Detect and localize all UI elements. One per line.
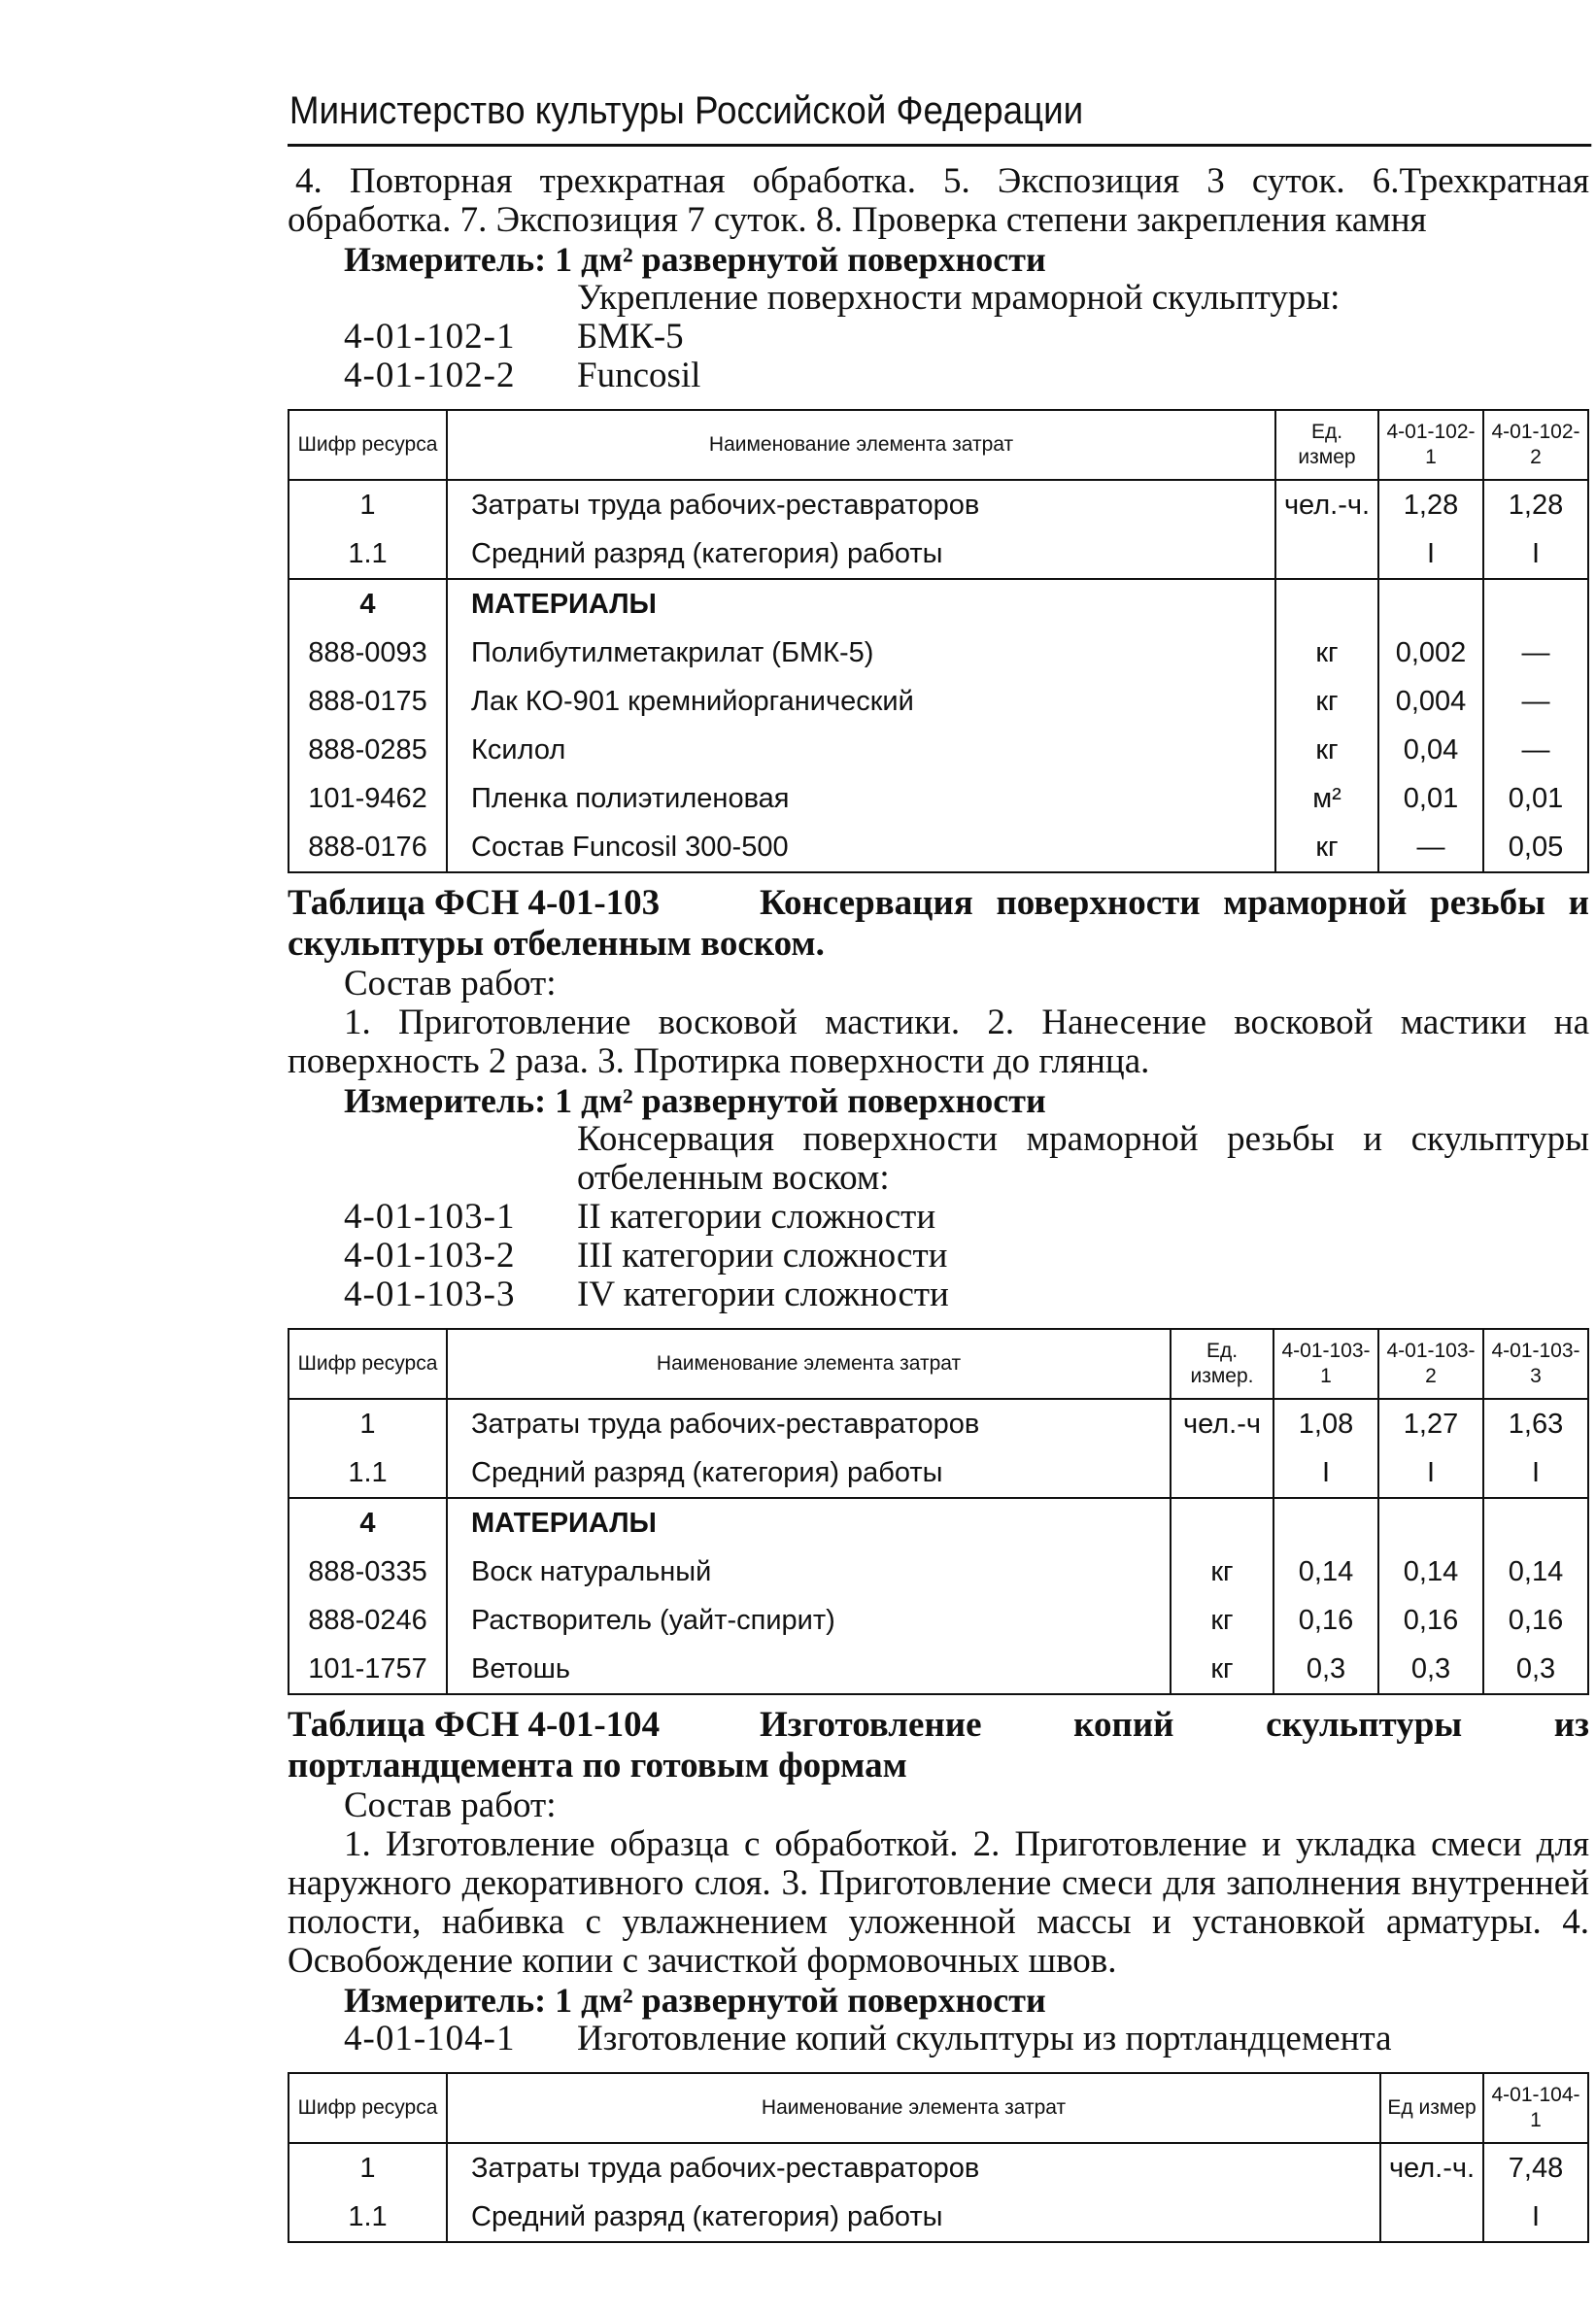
col-header: Наименование элемента затрат (447, 410, 1275, 480)
cell-unit (1171, 1448, 1273, 1498)
code: 4-01-103-3 (344, 1275, 516, 1314)
sec1-codes (288, 279, 1589, 395)
cell-unit: кг (1171, 1596, 1273, 1645)
composition-text: 1. Изготовление образца с обработкой. 2. Приготовление и укладка смеси для наружного декоративного слоя. 3. Приготовление смеси для заполнения внутренней полости, набивка с увлажнением уложенной массы и установкой арматуры. 4. Освобождение копии с зачисткой формовочных швов. (288, 1824, 1589, 1981)
cell-name: Лак КО-901 кремнийорганический (447, 677, 1275, 726)
col-header: Наименование элемента затрат (447, 1329, 1171, 1399)
cell-code: 101-9462 (289, 774, 447, 823)
cell-value: I (1483, 529, 1588, 579)
cell-code: 1 (289, 2143, 447, 2193)
cell-value: 0,004 (1378, 677, 1483, 726)
cell-unit: м² (1275, 774, 1378, 823)
cell-code: 1 (289, 1399, 447, 1448)
cell-unit: кг (1275, 677, 1378, 726)
table-row (289, 1645, 1588, 1694)
code: 4-01-103-1 (344, 1197, 516, 1237)
cell-code: 101-1757 (289, 1645, 447, 1694)
cell-unit: кг (1275, 629, 1378, 677)
cell-name: Средний разряд (категория) работы (447, 2193, 1380, 2242)
col-header: Ед. измер (1275, 410, 1378, 480)
cell-name: Растворитель (уайт-спирит) (447, 1596, 1171, 1645)
table-title-103 (288, 883, 1589, 965)
cell-value: — (1483, 726, 1588, 774)
cell-code: 4 (289, 579, 447, 629)
cell-value (1273, 1498, 1378, 1548)
cell-name: Ветошь (447, 1645, 1171, 1694)
cell-value (1483, 579, 1588, 629)
cell-code: 888-0176 (289, 823, 447, 872)
table-103 (288, 1328, 1589, 1695)
cell-unit: чел.-ч. (1380, 2143, 1483, 2193)
code-text: III категории сложности (577, 1236, 948, 1276)
cell-value: 0,3 (1273, 1645, 1378, 1694)
sec1-desc: Укрепление поверхности мраморной скульптуры: (577, 278, 1341, 318)
cell-unit (1380, 2193, 1483, 2242)
cell-name: Средний разряд (категория) работы (447, 529, 1275, 579)
cell-value: 0,002 (1378, 629, 1483, 677)
code-text: IV категории сложности (577, 1275, 949, 1314)
cell-value: 0,14 (1378, 1548, 1483, 1596)
cell-value: 0,14 (1273, 1548, 1378, 1596)
cell-value: I (1483, 1448, 1588, 1498)
table-104 (288, 2072, 1589, 2243)
code: 4-01-104-1 (344, 2019, 516, 2058)
cell-code: 1.1 (289, 1448, 447, 1498)
cell-unit (1275, 529, 1378, 579)
table-row (289, 529, 1588, 579)
cell-unit: кг (1275, 823, 1378, 872)
cell-value: 1,28 (1378, 480, 1483, 529)
table-row (289, 1596, 1588, 1645)
cell-value: — (1483, 677, 1588, 726)
cell-code: 4 (289, 1498, 447, 1548)
cell-value (1378, 1498, 1483, 1548)
code: 4-01-103-2 (344, 1236, 516, 1276)
measure-label-2: Измеритель: 1 дм² развернутой поверхности (344, 1081, 1046, 1120)
cell-name: Средний разряд (категория) работы (447, 1448, 1171, 1498)
cell-code: 1 (289, 480, 447, 529)
col-header: 4-01-103-1 (1273, 1329, 1378, 1399)
cell-value: 0,16 (1378, 1596, 1483, 1645)
col-header: 4-01-102-1 (1378, 410, 1483, 480)
cell-name: Затраты труда рабочих-реставраторов (447, 480, 1275, 529)
table-row (289, 579, 1588, 629)
cell-unit: кг (1275, 726, 1378, 774)
table-row (289, 2143, 1588, 2193)
cell-unit (1275, 579, 1378, 629)
cell-value (1378, 579, 1483, 629)
table-number: Таблица ФСН 4-01-104 (288, 1705, 661, 1745)
cell-name: Пленка полиэтиленовая (447, 774, 1275, 823)
cell-name: Затраты труда рабочих-реставраторов (447, 2143, 1380, 2193)
table-row (289, 1448, 1588, 1498)
table-row (289, 629, 1588, 677)
cell-code: 888-0175 (289, 677, 447, 726)
table-row (289, 823, 1588, 872)
cell-name: МАТЕРИАЛЫ (447, 1498, 1171, 1548)
cell-code: 888-0093 (289, 629, 447, 677)
cell-value: 0,3 (1483, 1645, 1588, 1694)
cell-value: 1,27 (1378, 1399, 1483, 1448)
cell-name: Затраты труда рабочих-реставраторов (447, 1399, 1171, 1448)
cell-value: 0,04 (1378, 726, 1483, 774)
measure-label-3: Измеритель: 1 дм² развернутой поверхности (344, 1981, 1046, 2020)
sec2-desc: Консервация поверхности мраморной резьбы и скульптуры отбеленным воском: (577, 1119, 1589, 1198)
table-row (289, 1548, 1588, 1596)
sec2-codes (288, 1120, 1589, 1314)
table-row (289, 2193, 1588, 2242)
cell-code: 888-0335 (289, 1548, 447, 1596)
cell-unit: кг (1171, 1645, 1273, 1694)
cell-unit: кг (1171, 1548, 1273, 1596)
code: 4-01-102-2 (344, 356, 516, 395)
table-102 (288, 409, 1589, 873)
code-text: Funcosil (577, 356, 701, 395)
cell-value: 7,48 (1483, 2143, 1588, 2193)
table-title-text: Консервация поверхности мраморной резьбы и скульптуры отбеленным воском. (288, 883, 1589, 964)
col-header: Шифр ресурса (289, 1329, 447, 1399)
cell-value: I (1273, 1448, 1378, 1498)
code-text: II категории сложности (577, 1197, 936, 1237)
cell-name: Ксилол (447, 726, 1275, 774)
cell-value: — (1378, 823, 1483, 872)
cell-code: 1.1 (289, 529, 447, 579)
measure-label-1: Измеритель: 1 дм² развернутой поверхности (344, 240, 1046, 279)
col-header: 4-01-103-2 (1378, 1329, 1483, 1399)
cell-value: 0,01 (1483, 774, 1588, 823)
page-header: Министерство культуры Российской Федерации (288, 78, 1591, 147)
cell-value: 0,05 (1483, 823, 1588, 872)
table-row (289, 1399, 1588, 1448)
cell-unit: чел.-ч (1171, 1399, 1273, 1448)
table-row (289, 774, 1588, 823)
cell-value: 0,01 (1378, 774, 1483, 823)
table-row (289, 726, 1588, 774)
document-page (288, 78, 1589, 2251)
table-row (289, 677, 1588, 726)
col-header: Шифр ресурса (289, 410, 447, 480)
cell-value: 0,3 (1378, 1645, 1483, 1694)
col-header: 4-01-103-3 (1483, 1329, 1588, 1399)
col-header: Ед. измер. (1171, 1329, 1273, 1399)
col-header: 4-01-104-1 (1483, 2073, 1588, 2143)
table-row (289, 480, 1588, 529)
cell-value: 0,14 (1483, 1548, 1588, 1596)
cell-code: 888-0285 (289, 726, 447, 774)
intro-paragraph: 4. Повторная трехкратная обработка. 5. Экспозиция 3 суток. 6.Трехкратная обработка. 7. Экспозиция 7 суток. 8. Проверка степени закрепления камня (288, 161, 1589, 240)
composition-label: Состав работ: (344, 964, 557, 1003)
cell-value: I (1378, 529, 1483, 579)
table-title-text: Изготовление копий скульптуры из портландцемента по готовым формам (288, 1705, 1589, 1786)
table-row (289, 1498, 1588, 1548)
cell-code: 888-0246 (289, 1596, 447, 1645)
composition-label: Состав работ: (344, 1786, 557, 1825)
col-header: Наименование элемента затрат (447, 2073, 1380, 2143)
sec3-codes (288, 2020, 1589, 2058)
table-number: Таблица ФСН 4-01-103 (288, 883, 661, 923)
col-header: Шифр ресурса (289, 2073, 447, 2143)
cell-code: 1.1 (289, 2193, 447, 2242)
composition-text: 1. Приготовление восковой мастики. 2. Нанесение восковой мастики на поверхность 2 раза. 3. Протирка поверхности до глянца. (288, 1003, 1589, 1081)
code-text: БМК-5 (577, 317, 684, 357)
cell-unit: чел.-ч. (1275, 480, 1378, 529)
cell-value: — (1483, 629, 1588, 677)
cell-name: Полибутилметакрилат (БМК-5) (447, 629, 1275, 677)
cell-value: I (1483, 2193, 1588, 2242)
cell-value: 0,16 (1273, 1596, 1378, 1645)
cell-value: I (1378, 1448, 1483, 1498)
cell-value: 0,16 (1483, 1596, 1588, 1645)
table-title-104 (288, 1705, 1589, 1786)
cell-unit (1171, 1498, 1273, 1548)
col-header: 4-01-102-2 (1483, 410, 1588, 480)
cell-name: МАТЕРИАЛЫ (447, 579, 1275, 629)
cell-value (1483, 1498, 1588, 1548)
code-text: Изготовление копий скульптуры из портландцемента (577, 2019, 1392, 2058)
col-header: Ед измер (1380, 2073, 1483, 2143)
cell-value: 1,63 (1483, 1399, 1588, 1448)
code: 4-01-102-1 (344, 317, 516, 357)
cell-value: 1,28 (1483, 480, 1588, 529)
cell-value: 1,08 (1273, 1399, 1378, 1448)
cell-name: Воск натуральный (447, 1548, 1171, 1596)
cell-name: Состав Funcosil 300-500 (447, 823, 1275, 872)
